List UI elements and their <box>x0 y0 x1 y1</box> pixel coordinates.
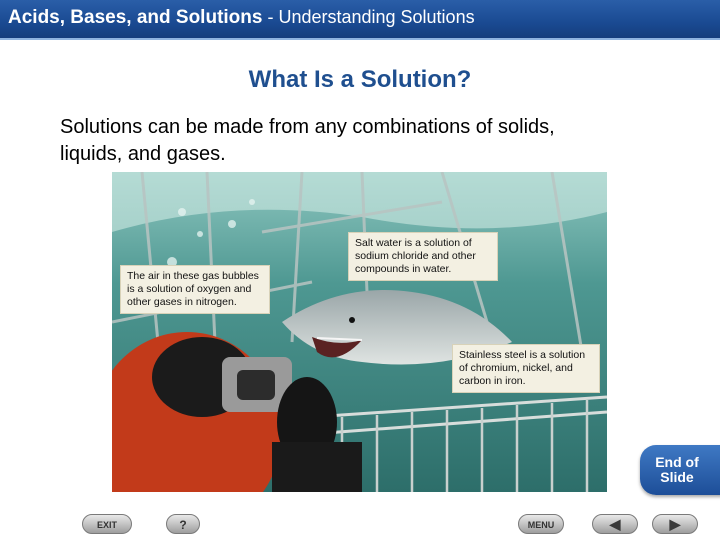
header-divider <box>0 38 720 40</box>
callout-salt-water: Salt water is a solution of sodium chloride and other compounds in water. <box>348 232 498 281</box>
body-line-1: Solutions can be made from any combinations of solids, <box>60 116 555 138</box>
next-button[interactable] <box>652 514 698 534</box>
section-title: Understanding Solutions <box>278 7 475 27</box>
menu-button[interactable]: MENU <box>518 514 564 534</box>
body-line-2: liquids, and gases. <box>60 143 226 165</box>
chapter-title: Acids, Bases, and Solutions <box>8 7 263 28</box>
header-separator: - <box>262 7 279 27</box>
photo-illustration <box>112 172 607 492</box>
callout-gas-bubbles: The air in these gas bubbles is a solution of oxygen and other gases in nitrogen. <box>120 265 270 314</box>
shark-diver-photo <box>112 172 607 492</box>
header-bar <box>0 0 720 38</box>
help-button[interactable]: ? <box>166 514 200 534</box>
callout-stainless-steel: Stainless steel is a solution of chromium, nickel, and carbon in iron. <box>452 344 600 393</box>
body-text <box>60 114 650 168</box>
left-arrow-icon: ◀ <box>609 516 621 532</box>
end-of-slide-button[interactable]: End of Slide <box>640 445 720 495</box>
slide-title: What Is a Solution? <box>248 66 472 93</box>
previous-button[interactable] <box>592 514 638 534</box>
exit-button[interactable]: EXIT <box>82 514 132 534</box>
right-arrow-icon: ▶ <box>669 516 681 532</box>
